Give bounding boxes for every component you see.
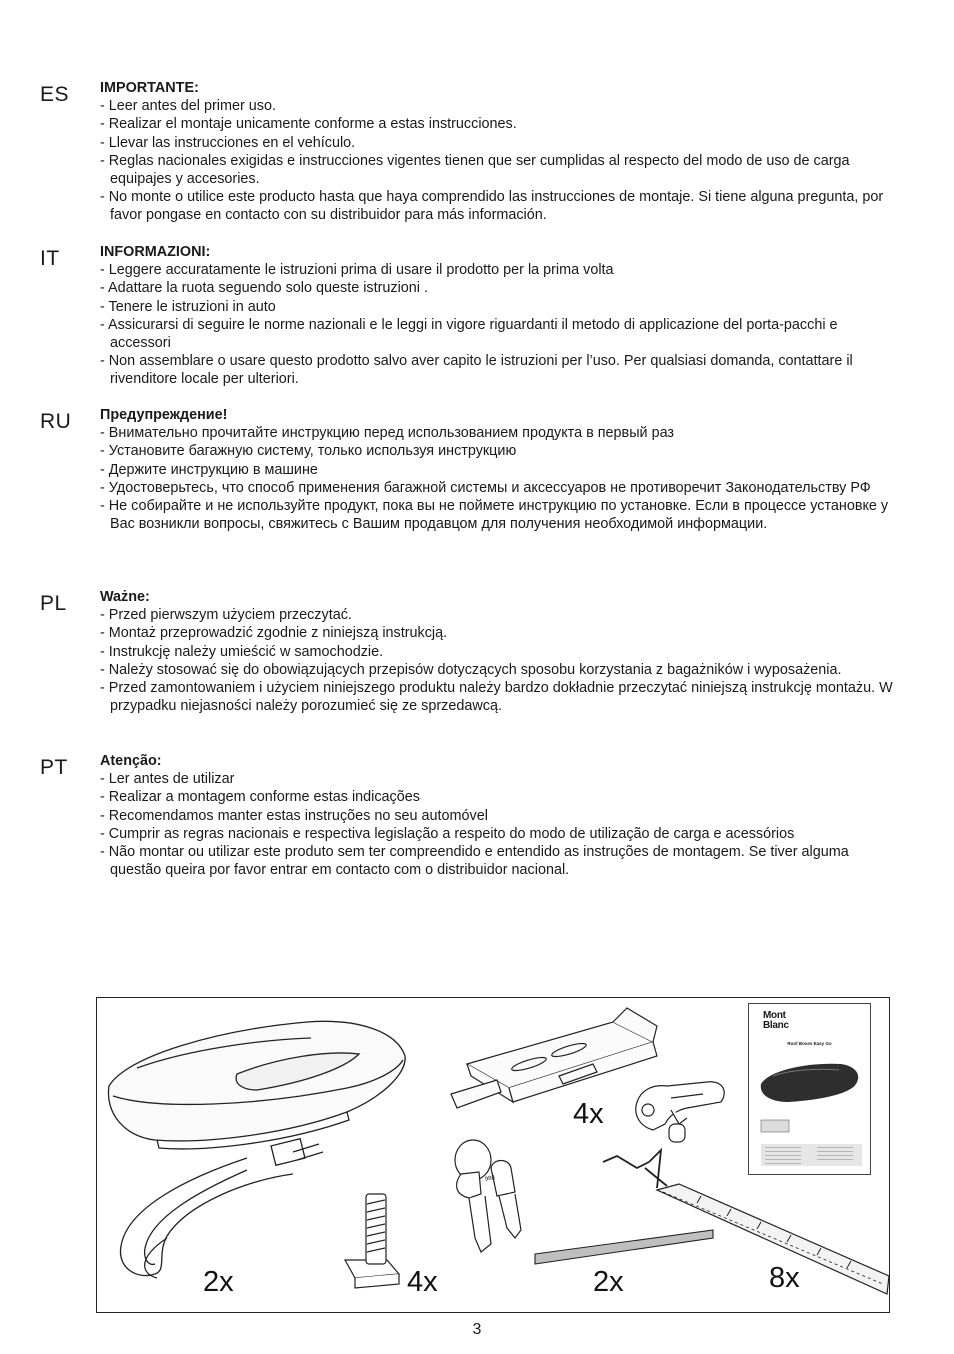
key-number-label: 988 <box>484 1175 496 1183</box>
list-item: - Leggere accuratamente le istruzioni prima di usare il prodotto per la prima volta <box>100 262 614 279</box>
list-item: - Ler antes de utilizar <box>100 771 235 788</box>
list-item: - Recomendamos manter estas instruções no seu automóvel <box>100 807 488 824</box>
list-item: - Держите инструкцию в машине <box>100 461 318 478</box>
count-label-clamps: 4x <box>573 1098 604 1130</box>
roof-box-illustration <box>108 1021 405 1149</box>
manual-title: Roof Boxes Easy Go <box>787 1041 832 1046</box>
count-label-decals: 8x <box>769 1262 800 1294</box>
bracket-illustration <box>451 1008 657 1108</box>
list-item: - Внимательно прочитайте инструкцию перед использованием продукта в первый раз <box>100 425 675 442</box>
list-item: - Realizar el montaje unicamente conforme a estas instrucciones. <box>100 116 517 133</box>
section-heading: INFORMAZIONI: <box>100 244 211 260</box>
list-item: - Reglas nacionales exigidas e instrucciones vigentes tienen que ser cumplidas al respecto del modo de uso de carga equipajes y accesories. <box>100 152 850 188</box>
list-item: - Adattare la ruota seguendo solo queste istruzioni . <box>100 280 428 297</box>
manual-language-list <box>761 1144 862 1166</box>
list-item: - Leer antes del primer uso. <box>100 98 276 115</box>
language-code: IT <box>40 247 60 270</box>
strap-illustration <box>120 1139 323 1278</box>
crank-tool-illustration <box>603 1150 667 1188</box>
list-item: - Удостоверьтесь, что способ применения багажной системы и аксессуаров не противоречит Законодательству РФ <box>100 479 871 496</box>
section-heading: IMPORTANTE: <box>100 80 199 96</box>
count-label-straps: 2x <box>203 1266 234 1298</box>
list-item: - Llevar las instrucciones en el vehículo. <box>100 134 356 151</box>
pad-illustration <box>535 1230 713 1264</box>
mont-blanc-logo: Mont Blanc <box>763 1010 789 1031</box>
section-heading: Предупреждение! <box>100 407 228 423</box>
list-item: - Instrukcję należy umieścić w samochodzie. <box>100 643 384 660</box>
list-item: - Montaż przeprowadzić zgodnie z niniejszą instrukcją. <box>100 625 448 642</box>
language-code: PT <box>40 756 68 779</box>
list-item: - No monte o utilice este producto hasta que haya comprendido las instrucciones de montaje. Si tiene alguna pregunta, por favor pongase en contacto con su distribuidor para más información. <box>100 189 884 224</box>
section-heading: Ważne: <box>100 589 150 605</box>
count-label-bolts: 4x <box>407 1266 438 1298</box>
list-item: - Przed pierwszym użyciem przeczytać. <box>100 607 352 624</box>
list-item: - Realizar a montagem conforme estas indicações <box>100 789 420 806</box>
page-number: 3 <box>472 1321 482 1338</box>
list-item: - Не собирайте и не используйте продукт, пока вы не поймете инструкцию по установке. Если в процессе установке у Вас возникли вопросы, свяжитесь с Вашим продавцом для получения необходимой информации. <box>100 498 889 533</box>
bolt-illustration <box>345 1194 399 1288</box>
count-label-pads: 2x <box>593 1266 624 1298</box>
language-code: PL <box>40 592 67 615</box>
list-item: - Установите багажную систему, только используя инструкцию <box>100 443 517 460</box>
list-item: - Przed zamontowaniem i użyciem niniejszego produktu należy bardzo dokładnie przeczytać niniejszą instrukcję montażu. W przypadku niejasności należy porozumieć się ze sprzedawcą. <box>100 680 893 715</box>
list-item: - Não montar ou utilizar este produto sem ter compreendido e entendido as instruções de montagem. Se tiver alguma questão queira por favor entrar em contacto com o distribuidor nacional. <box>100 844 849 879</box>
list-item: - Cumprir as regras nacionais e respectiva legislação a respeito do modo de utilização de carga e acessórios <box>100 825 795 842</box>
section-heading: Atenção: <box>100 753 162 769</box>
list-item: - Non assemblare o usare questo prodotto salvo aver capito le istruzioni per l’uso. Per qualsiasi domanda, contattare il rivenditore locale per ulteriori. <box>100 353 853 388</box>
manual-booklet <box>748 1003 871 1175</box>
language-code: ES <box>40 83 70 106</box>
parts-figure <box>96 997 890 1313</box>
list-item: - Należy stosować się do obowiązujących przepisów dotyczących sposobu korzystania z bagażników i wyposażenia. <box>100 661 842 678</box>
list-item: - Tenere le istruzioni in auto <box>100 298 276 315</box>
clamp-illustration <box>636 1082 724 1142</box>
language-code: RU <box>40 410 72 433</box>
list-item: - Assicurarsi di seguire le norme nazionali e le leggi in vigore riguardanti il metodo di applicazione del porta-pacchi e accessori <box>100 316 838 352</box>
keys-illustration <box>455 1140 521 1252</box>
